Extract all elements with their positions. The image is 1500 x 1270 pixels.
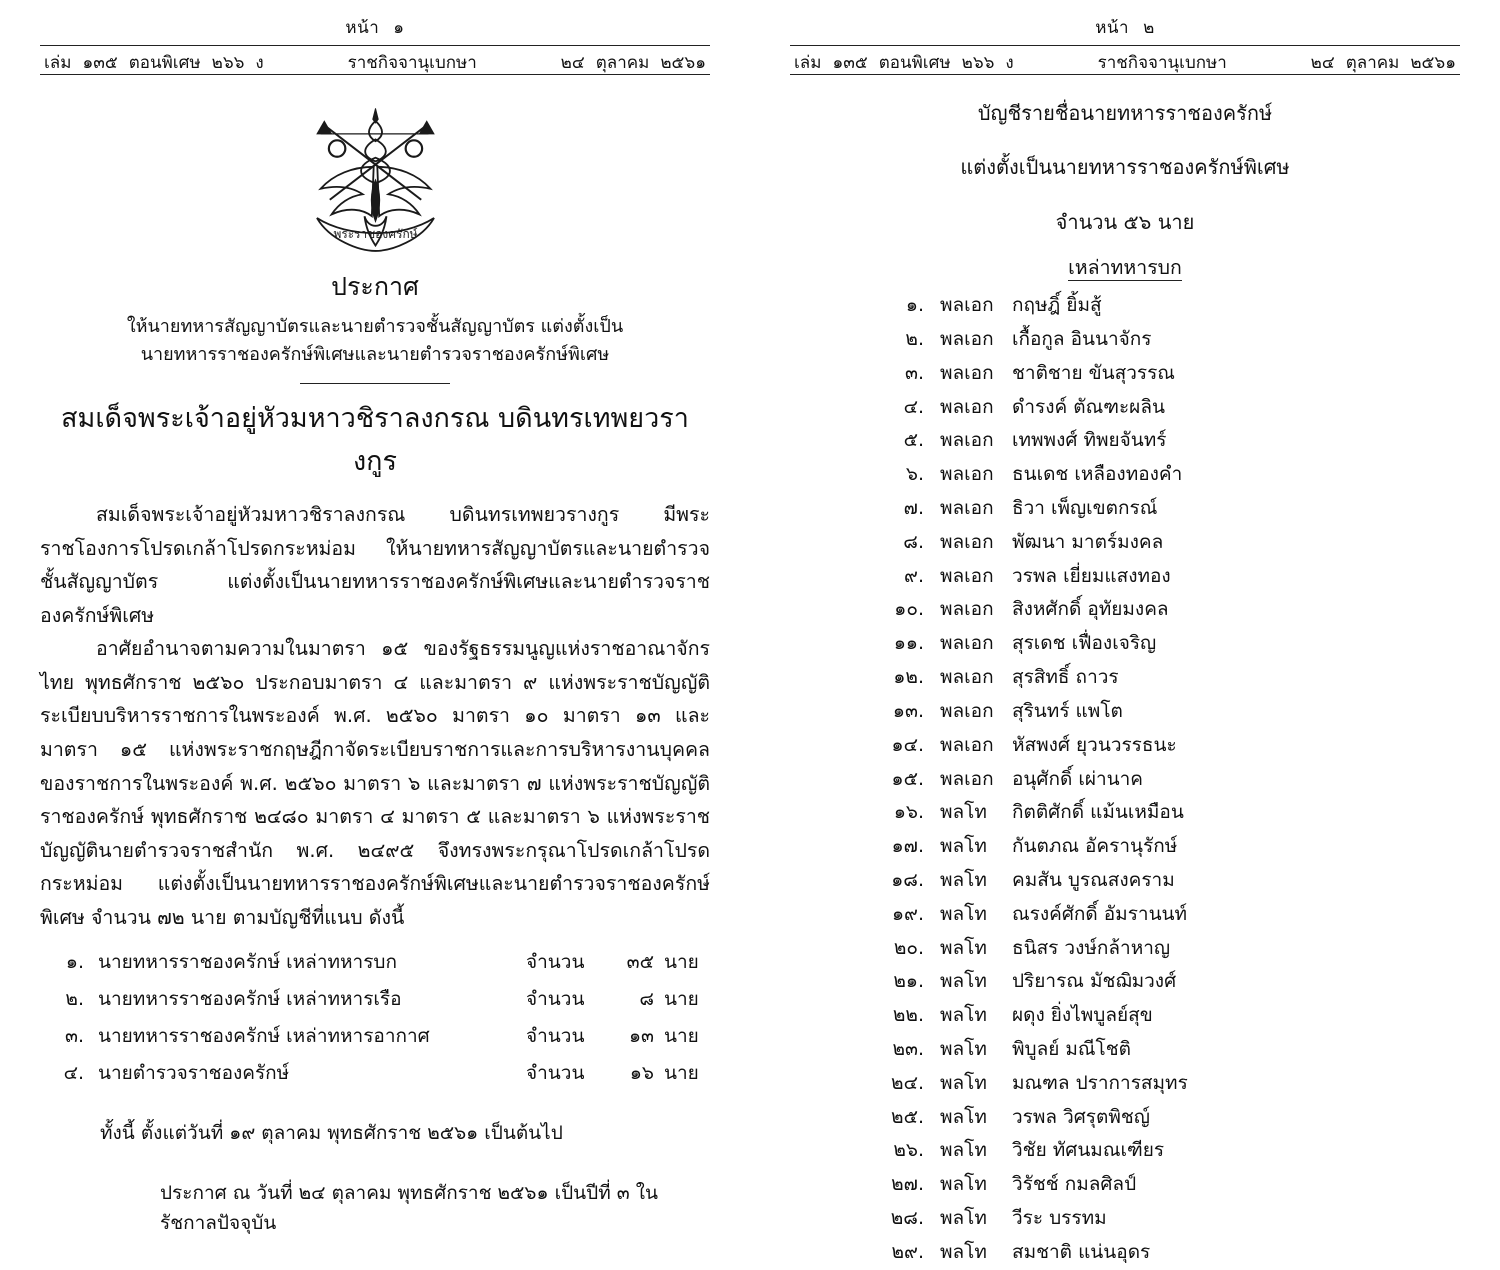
list-item-rank: พลเอก <box>940 294 994 317</box>
list-item-index: ๒๙. <box>891 1240 924 1263</box>
list-item <box>40 981 710 1018</box>
list-item <box>886 661 1460 695</box>
list-item-rank: พลเอก <box>940 395 994 418</box>
header-day: ๒๔ <box>560 53 585 73</box>
volume-number: ๑๓๕ <box>832 53 868 73</box>
list-item <box>40 1018 710 1055</box>
list-item <box>40 1055 710 1092</box>
list-item-person: กิตติศักดิ์ แม้นเหมือน <box>1012 801 1184 824</box>
list-item-rank: พลเอก <box>940 666 994 689</box>
list-item-unit-word: จำนวน <box>526 951 585 974</box>
title-divider <box>300 383 450 385</box>
page-number: ๒ <box>1143 18 1155 38</box>
list-item-person: สุรเดช เฟื่องเจริญ <box>1012 632 1157 655</box>
list-item-person: กฤษฎิ์ ยิ้มสู้ <box>1012 294 1102 317</box>
list-item-rank: พลเอก <box>940 767 994 790</box>
list-item-index: ๒๕. <box>891 1105 924 1128</box>
list-item-person: มณฑล ปราการสมุทร <box>1012 1071 1188 1094</box>
list-item-person: วรพล วิศรุตพิชญ์ <box>1012 1105 1150 1128</box>
list-item-person: วิรัชช์ กมลศิลป์ <box>1012 1173 1137 1196</box>
list-item-count: ๘ <box>639 988 654 1011</box>
body-text <box>40 498 710 934</box>
list-item <box>886 593 1460 627</box>
roster-title-line-2: แต่งตั้งเป็นนายทหารราชองครักษ์พิเศษ <box>960 155 1290 180</box>
list-item-index: ๒๒. <box>892 1004 924 1027</box>
list-item-person: สุรสิทธิ์ ถาวร <box>1012 666 1119 689</box>
list-item-rank: พลโท <box>940 1173 987 1196</box>
list-item-rank: พลโท <box>940 1139 987 1162</box>
section-number: ๒๖๖ <box>961 53 995 73</box>
list-item-index: ๒๗. <box>891 1173 924 1196</box>
list-item-index: ๑๘. <box>891 868 924 891</box>
list-item-index: ๒๑. <box>893 970 924 993</box>
svg-text:พระราชองครักษ์: พระราชองครักษ์ <box>333 227 417 242</box>
list-item-label: นายทหารราชองครักษ์ เหล่าทหารอากาศ <box>98 1025 430 1048</box>
list-item-person: ธนเดช เหลืองทองคำ <box>1012 463 1183 486</box>
list-item-rank: พลโท <box>940 835 987 858</box>
list-item-label: นายตำรวจราชองครักษ์ <box>98 1062 290 1085</box>
list-item-index: ๔. <box>903 395 924 418</box>
list-item-person: ณรงค์ศักดิ์ อัมรานนท์ <box>1012 902 1188 925</box>
paragraph-2: อาศัยอำนาจตามความในมาตรา ๑๕ ของรัฐธรรมนูญแห่งราชอาณาจักรไทย พุทธศักราช ๒๕๖๐ ประกอบมาตรา ๔ และมาตรา ๙ แห่งพระราชบัญญัติระเบียบบริหารราชการในพระองค์ พ.ศ. ๒๕๖๐ มาตรา ๑๐ มาตรา ๑๓ และมาตรา ๑๕ แห่งพระราชกฤษฎีกาจัดระเบียบราชการและการบริหารงานบุคคลของราชการในพระองค์ พ.ศ. ๒๕๖๐ มาตรา ๖ และมาตรา ๗ แห่งพระราชบัญญัติราชองครักษ์ พุทธศักราช ๒๔๘๐ มาตรา ๔ มาตรา ๕ และมาตรา ๖ แห่งพระราชบัญญัตินายตำรวจราชสำนัก พ.ศ. ๒๔๙๕ จึงทรงพระกรุณาโปรดเกล้าโปรดกระหม่อม แต่งตั้งเป็นนายทหารราชองครักษ์พิเศษและนายตำรวจราชองครักษ์พิเศษ จำนวน ๗๒ นาย ตามบัญชีที่แนบ ดังนี้ <box>40 637 710 929</box>
list-item-rank: พลโท <box>940 1038 987 1061</box>
list-item-person: ธนิสร วงษ์กล้าหาญ <box>1012 936 1171 959</box>
list-item-index: ๑๓. <box>892 699 924 722</box>
list-item-person: วรพล เยี่ยมแสงทอง <box>1012 564 1171 587</box>
list-item-person: เกื้อกูล อินนาจักร <box>1012 327 1152 350</box>
list-item-rank: พลเอก <box>940 530 994 553</box>
list-item-rank: พลโท <box>940 902 987 925</box>
list-item-unit: นาย <box>664 951 699 974</box>
list-item <box>886 796 1460 830</box>
list-item-rank: พลเอก <box>940 632 994 655</box>
list-item-person: เทพพงศ์ ทิพยจันทร์ <box>1012 429 1167 452</box>
list-item <box>886 1236 1460 1270</box>
list-item <box>886 458 1460 492</box>
roster-section-heading <box>790 252 1460 283</box>
list-item <box>886 932 1460 966</box>
list-item <box>886 1168 1460 1202</box>
section-label: ตอนพิเศษ <box>878 53 951 73</box>
list-item-person: วิชัย ทัศนมณเฑียร <box>1012 1139 1165 1162</box>
list-item <box>886 999 1460 1033</box>
list-item-unit: นาย <box>664 1062 699 1085</box>
list-item-unit: นาย <box>664 988 699 1011</box>
page-2-running-head <box>790 45 1460 75</box>
list-item-index: ๖. <box>905 463 924 486</box>
volume-number: ๑๓๕ <box>82 53 118 73</box>
header-month: ตุลาคม <box>595 53 650 73</box>
list-item-rank: พลเอก <box>940 733 994 756</box>
list-item <box>886 1101 1460 1135</box>
emblem-container <box>40 101 710 261</box>
volume-label: เล่ม <box>794 53 822 73</box>
list-item-rank: พลเอก <box>940 361 994 384</box>
list-item-index: ๑๗. <box>891 835 924 858</box>
page-subtitle-line-2: นายทหารราชองครักษ์พิเศษและนายตำรวจราชองครักษ์พิเศษ <box>140 343 610 365</box>
list-item-count: ๓๕ <box>626 951 654 974</box>
list-item-index: ๘. <box>903 530 924 553</box>
gazette-page-2 <box>750 0 1500 1263</box>
list-item-index: ๙. <box>904 564 924 587</box>
list-item-index: ๑๐. <box>894 598 924 621</box>
list-item-index: ๑๕. <box>891 767 924 790</box>
list-item-person: สุรินทร์ แพโต <box>1012 699 1123 722</box>
list-item-index: ๑๖. <box>893 801 924 824</box>
list-item-index: ๒๖. <box>893 1139 924 1162</box>
list-item-count: ๑๓ <box>628 1025 654 1048</box>
list-item-unit-word: จำนวน <box>526 988 585 1011</box>
list-item-rank: พลโท <box>940 868 987 891</box>
list-item <box>886 695 1460 729</box>
list-item-index: ๑. <box>65 951 84 974</box>
list-item-person: หัสพงศ์ ยุวนวรรธนะ <box>1012 733 1177 756</box>
list-item-unit-word: จำนวน <box>526 1025 585 1048</box>
list-item-index: ๒๐. <box>893 936 924 959</box>
list-item-index: ๑๙. <box>891 902 924 925</box>
list-item <box>886 1134 1460 1168</box>
paragraph-1: สมเด็จพระเจ้าอยู่หัวมหาวชิราลงกรณ บดินทรเทพยวรางกูร มีพระราชโองการโปรดเกล้าโปรดกระหม่อม ให้นายทหารสัญญาบัตรและนายตำรวจชั้นสัญญาบัตร แต่งตั้งเป็นนายทหารราชองครักษ์พิเศษและนายตำรวจราชองครักษ์พิเศษ <box>40 503 710 627</box>
list-item-person: อนุศักดิ์ เผ่านาค <box>1012 767 1144 790</box>
list-item-rank: พลเอก <box>940 497 994 520</box>
page-label: หน้า <box>1095 18 1130 38</box>
list-item-rank: พลเอก <box>940 327 994 350</box>
list-item-rank: พลโท <box>940 1240 987 1263</box>
appointment-count-list <box>40 944 710 1092</box>
list-item-person: สิงหศักดิ์ อุทัยมงคล <box>1012 598 1169 621</box>
list-item-rank: พลโท <box>940 1207 987 1230</box>
header-year: ๒๕๖๑ <box>660 53 706 73</box>
list-item-rank: พลเอก <box>940 429 994 452</box>
list-item <box>886 357 1460 391</box>
list-item-rank: พลโท <box>940 801 987 824</box>
list-item-person: สมชาติ แน่นอุดร <box>1012 1240 1151 1263</box>
roster-section-heading-text: เหล่าทหารบก <box>1068 256 1182 280</box>
header-year: ๒๕๖๑ <box>1410 53 1456 73</box>
list-item <box>886 1033 1460 1067</box>
volume-label: เล่ม <box>44 53 72 73</box>
list-item <box>40 944 710 981</box>
list-item <box>886 965 1460 999</box>
page-label: หน้า <box>345 18 380 38</box>
list-item <box>886 830 1460 864</box>
list-item-index: ๑๒. <box>893 666 924 689</box>
list-item-rank: พลโท <box>940 936 987 959</box>
effective-date-line: ทั้งนี้ ตั้งแต่วันที่ ๑๙ ตุลาคม พุทธศักราช ๒๕๖๑ เป็นต้นไป <box>100 1122 563 1145</box>
list-item-rank: พลโท <box>940 1105 987 1128</box>
list-item <box>886 627 1460 661</box>
section-number: ๒๖๖ <box>211 53 245 73</box>
list-item-person: กันตภณ อัครานุรักษ์ <box>1012 835 1178 858</box>
list-item-person: ดำรงค์ ตัณฑะผลิน <box>1012 395 1165 418</box>
list-item-index: ๑. <box>905 294 924 317</box>
page-2-number-line <box>790 14 1460 41</box>
list-item-label: นายทหารราชองครักษ์ เหล่าทหารบก <box>98 951 397 974</box>
list-item-person: วีระ บรรทม <box>1012 1207 1107 1230</box>
list-item-rank: พลเอก <box>940 699 994 722</box>
list-item-index: ๒๔. <box>891 1071 924 1094</box>
list-item-index: ๓. <box>64 1025 84 1048</box>
list-item-index: ๒. <box>65 988 84 1011</box>
list-item-person: พิบูลย์ มณีโชติ <box>1012 1038 1131 1061</box>
list-item-rank: พลโท <box>940 1071 987 1094</box>
list-item-index: ๑๔. <box>891 733 924 756</box>
list-item-person: ธิวา เพ็ญเขตกรณ์ <box>1012 497 1158 520</box>
list-item-count: ๑๖ <box>629 1062 654 1085</box>
list-item <box>886 864 1460 898</box>
list-item-rank: พลเอก <box>940 463 994 486</box>
page-subtitle-line-1: ให้นายทหารสัญญาบัตรและนายตำรวจชั้นสัญญาบัตร แต่งตั้งเป็น <box>126 316 624 337</box>
list-item-person: ชาติชาย ขันสุวรรณ <box>1012 361 1175 384</box>
roster-name-list <box>790 289 1460 1270</box>
list-item <box>886 1202 1460 1236</box>
list-item-person: ผดุง ยิ่งไพบูลย์สุข <box>1012 1004 1153 1027</box>
list-item-person: คมสัน บูรณสงคราม <box>1012 868 1175 891</box>
section-suffix: ง <box>1005 53 1014 73</box>
gazette-name: ราชกิจจานุเบกษา <box>1097 53 1227 73</box>
list-item-index: ๒. <box>905 327 924 350</box>
list-item <box>886 560 1460 594</box>
page-1-running-head <box>40 45 710 75</box>
list-item-index: ๗. <box>903 497 924 520</box>
section-suffix: ง <box>255 53 264 73</box>
list-item-index: ๕. <box>903 429 924 452</box>
page-1-number-line <box>40 14 710 41</box>
list-item <box>886 763 1460 797</box>
list-item <box>886 492 1460 526</box>
section-label: ตอนพิเศษ <box>128 53 201 73</box>
list-item-label: นายทหารราชองครักษ์ เหล่าทหารเรือ <box>98 988 402 1011</box>
garuda-royal-emblem-icon <box>283 101 468 261</box>
list-item <box>886 391 1460 425</box>
list-item-rank: พลเอก <box>940 598 994 621</box>
gazette-name: ราชกิจจานุเบกษา <box>347 53 477 73</box>
list-item-unit-word: จำนวน <box>526 1062 585 1085</box>
list-item <box>886 424 1460 458</box>
list-item <box>886 323 1460 357</box>
header-month: ตุลาคม <box>1345 53 1400 73</box>
list-item-index: ๔. <box>63 1062 84 1085</box>
roster-title-line-3: จำนวน ๕๖ นาย <box>1055 209 1195 234</box>
list-item <box>886 289 1460 323</box>
header-day: ๒๔ <box>1310 53 1335 73</box>
royal-name-heading: สมเด็จพระเจ้าอยู่หัวมหาวชิราลงกรณ บดินทรเทพยวรางกูร <box>61 403 689 478</box>
page-title: ประกาศ <box>331 272 419 301</box>
list-item-rank: พลเอก <box>940 564 994 587</box>
list-item <box>886 1067 1460 1101</box>
page-number: ๑ <box>393 18 405 38</box>
list-item-index: ๓. <box>904 361 924 384</box>
list-item-index: ๑๑. <box>893 632 924 655</box>
list-item-rank: พลโท <box>940 1004 987 1027</box>
list-item-rank: พลโท <box>940 970 987 993</box>
gazette-page-1 <box>0 0 750 1235</box>
announcement-date-line: ประกาศ ณ วันที่ ๒๔ ตุลาคม พุทธศักราช ๒๕๖๑ เป็นปีที่ ๓ ในรัชกาลปัจจุบัน <box>160 1182 659 1235</box>
list-item <box>886 526 1460 560</box>
list-item-index: ๒๘. <box>890 1207 924 1230</box>
roster-title-line-1: บัญชีรายชื่อนายทหารราชองครักษ์ <box>977 101 1273 125</box>
list-item <box>886 898 1460 932</box>
list-item <box>886 729 1460 763</box>
list-item-person: พัฒนา มาตร์มงคล <box>1012 530 1164 553</box>
list-item-index: ๒๓. <box>892 1038 924 1061</box>
list-item-unit: นาย <box>664 1025 699 1048</box>
list-item-person: ปริยารณ มัชฌิมวงศ์ <box>1012 970 1177 993</box>
